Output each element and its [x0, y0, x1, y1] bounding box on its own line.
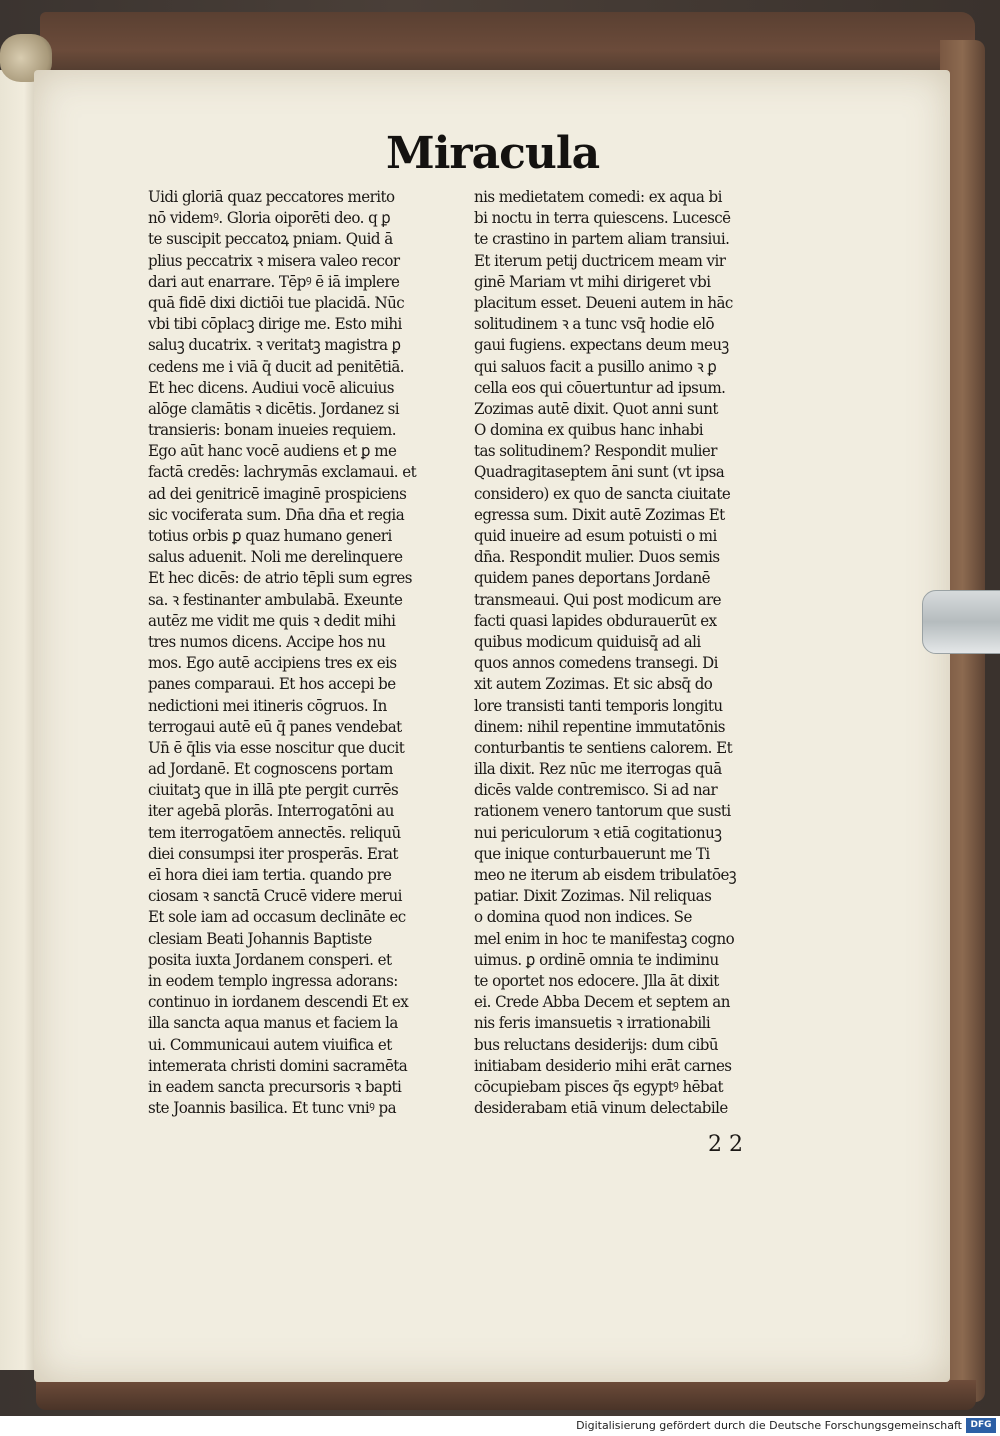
text-line: saluꝫ ducatrix. ꝛ veritatꝫ magistra ꝑ: [148, 335, 401, 355]
text-line: Et hec dicens. Audiui vocē alicuius: [148, 377, 394, 397]
text-line: Et sole iam ad occasum declināte ec: [148, 907, 406, 927]
text-line: illa sancta aqua manus et faciem la: [148, 1013, 398, 1033]
text-line: initiabam desiderio mihi erāt carnes: [474, 1055, 732, 1075]
book-cover-bottom: [36, 1380, 976, 1410]
text-line: mel enim in hoc te manifestaꝫ cogno: [474, 928, 735, 948]
text-line: nō videmꝰ. Gloria oiporēti deo. q ꝑ: [148, 208, 391, 228]
text-line: transieris: bonam inueies requiem.: [148, 420, 397, 440]
text-line: te suscipit peccatoꝝ pniam. Quid ā: [148, 229, 393, 249]
text-line: dicēs valde contremisco. Si ad nar: [474, 780, 718, 800]
text-line: in eodem templo ingressa adorans:: [148, 970, 398, 990]
text-line: eī hora diei iam tertia. quando pre: [148, 865, 392, 884]
text-line: que inique conturbauerunt me Ti: [474, 843, 710, 863]
text-line: tem iterrogatōem annectēs. reliquū: [148, 822, 401, 842]
text-line: ad Jordanē. Et cognoscens portam: [148, 759, 393, 779]
text-line: dari aut enarrare. Tēpꝰ ē iā implere: [148, 271, 400, 291]
text-line: Zozimas autē dixit. Quot anni sunt: [474, 398, 718, 418]
text-line: ad dei genitricē imaginē prospiciens: [148, 483, 407, 503]
text-line: ginē Mariam vt mihi dirigeret vbi: [474, 271, 711, 291]
text-line: facti quasi lapides obdurauerūt ex: [474, 610, 717, 630]
text-line: bi noctu in terra quiescens. Lucescē: [474, 208, 731, 228]
text-line: o domina quod non indices. Se: [474, 907, 692, 927]
text-line: transmeaui. Qui post modicum are: [474, 589, 721, 609]
text-line: Et iterum petij ductricem meam vir: [474, 250, 726, 270]
signature-mark: 2 2: [708, 1132, 743, 1157]
text-line: quā fidē dixi dictiōi tue placidā. Nūc: [148, 292, 405, 312]
text-line: rationem venero tantorum que susti: [474, 801, 731, 821]
text-line: tas solitudinem? Respondit mulier: [474, 441, 717, 461]
text-line: bus reluctans desiderijs: dum cibū: [474, 1034, 719, 1054]
text-line: clesiam Beati Johannis Baptiste: [148, 928, 372, 948]
text-column-left: [148, 186, 464, 1118]
page-clip: [922, 590, 1000, 654]
text-line: dinem: nihil repentine immutatōnis: [474, 716, 725, 736]
text-line: tres numos dicens. Accipe hos nu: [148, 631, 386, 651]
footer-bar: [0, 1416, 1000, 1436]
text-line: uimus. ꝑ ordinē omnia te indiminu: [474, 949, 719, 969]
text-line: Un̄ ē q̄lis via esse noscitur que ducit: [148, 737, 405, 757]
page-title: Miracula: [386, 128, 600, 179]
text-line: panes comparaui. Et hos accepi be: [148, 674, 396, 694]
text-line: totius orbis ꝑ quaz humano generi: [148, 526, 392, 545]
text-line: cedens me i viā q̄ ducit ad penitētiā.: [148, 356, 404, 376]
text-line: cōcupiebam pisces q̄s egyptꝰ hēbat: [474, 1076, 723, 1096]
text-line: nis medietatem comedi: ex aqua bi: [474, 187, 722, 206]
text-line: factā credēs: lachrymās exclamaui. et: [148, 462, 417, 482]
text-line: plius peccatrix ꝛ misera valeo recor: [148, 250, 400, 270]
text-line: considero) ex quo de sancta ciuitate: [474, 483, 731, 503]
text-column-right: [474, 186, 790, 1118]
text-line: Quadragitaseptem āni sunt (vt ipsa: [474, 462, 725, 482]
footer-credit: Digitalisierung gefördert durch die Deutsche Forschungsgemeinschaft: [576, 1419, 962, 1432]
text-line: dn̄a. Respondit mulier. Duos semis: [474, 547, 720, 567]
text-line: diei consumpsi iter prosperās. Erat: [148, 843, 398, 863]
book-cover-top: [40, 12, 975, 76]
text-line: nedictioni mei itineris cōgruos. In: [148, 695, 387, 715]
text-line: patiar. Dixit Zozimas. Nil reliquas: [474, 886, 712, 906]
text-line: egressa sum. Dixit autē Zozimas Et: [474, 504, 725, 524]
text-line: nui periculorum ꝛ etiā cogitationuꝫ: [474, 822, 722, 842]
text-line: ste Joannis basilica. Et tunc vniꝰ pa: [148, 1098, 397, 1118]
text-line: ei. Crede Abba Decem et septem an: [474, 992, 730, 1012]
text-line: salus aduenit. Noli me derelinquere: [148, 547, 403, 567]
text-line: ui. Communicaui autem viuifica et: [148, 1034, 392, 1054]
text-line: quibus modicum quiduisq̄ ad ali: [474, 631, 701, 651]
text-line: gaui fugiens. expectans deum meuꝫ: [474, 335, 729, 355]
text-line: Ego aūt hanc vocē audiens et ꝑ me: [148, 441, 397, 461]
text-line: sic vociferata sum. Dn̄a dn̄a et regia: [148, 504, 405, 524]
text-line: ciuitatꝫ que in illā pte pergit currēs: [148, 780, 399, 800]
text-line: autēz me vidit me quis ꝛ dedit mihi: [148, 610, 396, 630]
text-line: lore transisti tanti temporis longitu: [474, 695, 723, 715]
text-line: Uidi gloriā quaz peccatores merito: [148, 187, 395, 206]
text-line: iter agebā plorās. Interrogatōni au: [148, 801, 394, 821]
text-line: vbi tibi cōplacꝫ dirige me. Esto mihi: [148, 314, 402, 334]
text-line: te oportet nos edocere. Jlla āt dixit: [474, 970, 719, 990]
text-line: quidem panes deportans Jordanē: [474, 568, 710, 588]
text-line: quid inueire ad esum potuisti o mi: [474, 526, 717, 545]
text-line: placitum esset. Deueni autem in hāc: [474, 292, 733, 312]
text-line: alōge clamātis ꝛ dicētis. Jordanez si: [148, 398, 400, 418]
text-line: cella eos qui cōuertuntur ad ipsum.: [474, 377, 726, 397]
text-line: O domina ex quibus hanc inhabi: [474, 420, 704, 440]
text-line: mos. Ego autē accipiens tres ex eis: [148, 653, 397, 673]
text-line: conturbantis te sentiens calorem. Et: [474, 737, 733, 757]
text-line: Et hec dicēs: de atrio tēpli sum egres: [148, 568, 412, 588]
text-line: continuo in iordanem descendi Et ex: [148, 992, 409, 1012]
text-line: in eadem sancta precursoris ꝛ bapti: [148, 1076, 402, 1096]
text-line: meo ne iterum ab eisdem tribulatōeꝫ: [474, 865, 736, 884]
text-line: ciosam ꝛ sanctā Crucē videre merui: [148, 886, 402, 906]
text-line: quos annos comedens transegi. Di: [474, 653, 718, 673]
text-line: sa. ꝛ festinanter ambulabā. Exeunte: [148, 589, 403, 609]
text-line: desiderabam etiā vinum delectabile: [474, 1098, 728, 1118]
text-line: illa dixit. Rez nūc me iterrogas quā: [474, 759, 722, 779]
text-line: xit autem Zozimas. Et sic absq̄ do: [474, 674, 713, 694]
text-line: solitudinem ꝛ a tunc vsq̄ hodie elō: [474, 314, 714, 334]
dfg-logo-icon: DFG: [966, 1418, 996, 1433]
text-line: nis feris imansuetis ꝛ irrationabili: [474, 1013, 711, 1033]
text-line: te crastino in partem aliam transiui.: [474, 229, 730, 249]
text-line: terrogaui autē eū q̄ panes vendebat: [148, 716, 402, 736]
text-line: qui saluos facit a pusillo animo ꝛ ꝑ: [474, 356, 717, 376]
text-line: intemerata christi domini sacramēta: [148, 1055, 408, 1075]
text-line: posita iuxta Jordanem consperi. et: [148, 949, 392, 969]
